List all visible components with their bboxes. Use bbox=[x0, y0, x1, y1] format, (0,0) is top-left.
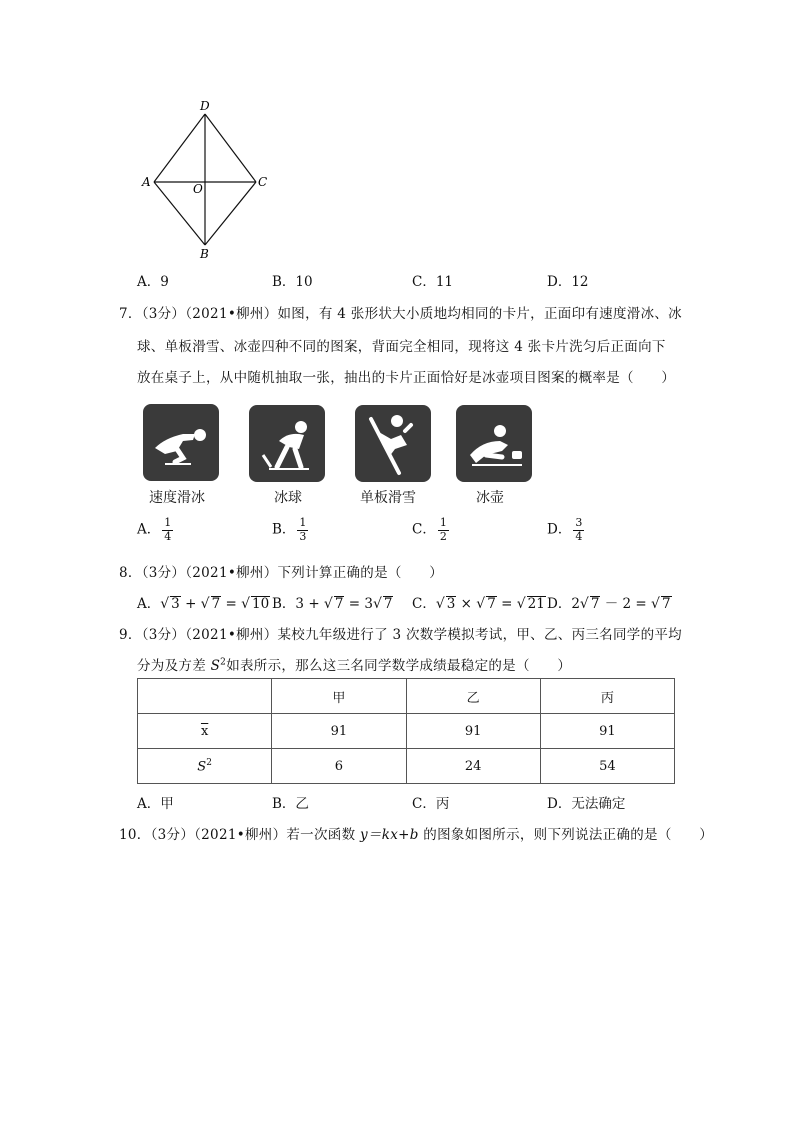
q6-option-b: B．10 bbox=[272, 274, 313, 290]
card-label-ice-hockey: 冰球 bbox=[274, 490, 302, 506]
q7-option-d: D． $\frac{3}{4}$ bbox=[547, 516, 583, 543]
q9-option-c: C．丙 bbox=[412, 796, 450, 812]
label-b: B bbox=[200, 247, 209, 261]
table-cell: 91 bbox=[272, 714, 406, 749]
q9-line-2: 分为及方差 $S^2$如表所示，那么这三名同学数学成绩最稳定的是（ ） bbox=[137, 657, 572, 674]
label-c: C bbox=[258, 175, 268, 189]
q8-option-b: B．3 + √ 7 = 3√ 7 bbox=[272, 596, 393, 612]
q9-option-a: A．甲 bbox=[137, 796, 174, 812]
table-cell: 6 bbox=[272, 749, 406, 784]
q10-line-1: 10．（3分）（2021•柳州）若一次函数 y＝kx+b 的图象如图所示，则下列说法正确的是（ ） bbox=[119, 827, 714, 843]
table-cell: 91 bbox=[406, 714, 540, 749]
q8-option-a: A．√ 3 + √ 7 = √ 10 bbox=[137, 596, 270, 612]
q7-option-a: A． $\frac{1}{4}$ bbox=[137, 516, 172, 543]
q8-option-d: D．2√ 7 － 2 = √ 7 bbox=[547, 596, 671, 612]
q7-option-c: C． $\frac{1}{2}$ bbox=[412, 516, 447, 543]
table-cell: 91 bbox=[540, 714, 674, 749]
q6-option-a: A．9 bbox=[137, 274, 169, 290]
table-cell: 54 bbox=[540, 749, 674, 784]
rhombus-figure bbox=[138, 96, 278, 266]
card-label-snowboard: 单板滑雪 bbox=[360, 490, 416, 506]
q8-line-1: 8．（3分）（2021•柳州）下列计算正确的是（ ） bbox=[119, 565, 444, 581]
table-row bbox=[138, 749, 675, 784]
ice-hockey-icon bbox=[249, 405, 325, 482]
q7-line-2: 球、单板滑雪、冰壶四种不同的图案，背面完全相同，现将这 4 张卡片洗匀后正面向下 bbox=[137, 339, 666, 355]
curling-icon bbox=[456, 405, 532, 482]
card-label-speed-skating: 速度滑冰 bbox=[149, 490, 205, 506]
row-label-variance: $S^2$ bbox=[138, 749, 272, 784]
table-header-cell: 丙 bbox=[540, 679, 674, 714]
label-d: D bbox=[200, 99, 210, 113]
table-cell: 24 bbox=[406, 749, 540, 784]
row-label-mean: $\overline{x}$ bbox=[138, 714, 272, 749]
q9-line-1: 9．（3分）（2021•柳州）某校九年级进行了 3 次数学模拟考试，甲、乙、丙三名同学的平均 bbox=[119, 627, 682, 643]
table-row bbox=[138, 714, 675, 749]
q6-option-c: C．11 bbox=[412, 274, 454, 290]
q7-line-3: 放在桌子上，从中随机抽取一张，抽出的卡片正面恰好是冰壶项目图案的概率是（ ） bbox=[137, 370, 676, 386]
label-o: O bbox=[193, 182, 203, 196]
snowboard-icon bbox=[355, 405, 431, 482]
table-header-cell: 甲 bbox=[272, 679, 406, 714]
q8-option-c: C．√ 3 × √ 7 = √ 21 bbox=[412, 596, 545, 612]
score-table bbox=[137, 678, 675, 784]
q9-option-d: D．无法确定 bbox=[547, 796, 626, 812]
speed-skating-icon bbox=[143, 404, 219, 481]
q7-line-1: 7．（3分）（2021•柳州）如图，有 4 张形状大小质地均相同的卡片，正面印有速度滑冰、冰 bbox=[119, 306, 682, 322]
q9-option-b: B．乙 bbox=[272, 796, 309, 812]
label-a: A bbox=[142, 175, 151, 189]
table-header-cell: 乙 bbox=[406, 679, 540, 714]
table-header-cell bbox=[138, 679, 272, 714]
q7-option-b: B． $\frac{1}{3}$ bbox=[272, 516, 307, 543]
card-label-curling: 冰壶 bbox=[476, 490, 504, 506]
table-header-row bbox=[138, 679, 675, 714]
q6-option-d: D．12 bbox=[547, 274, 589, 290]
